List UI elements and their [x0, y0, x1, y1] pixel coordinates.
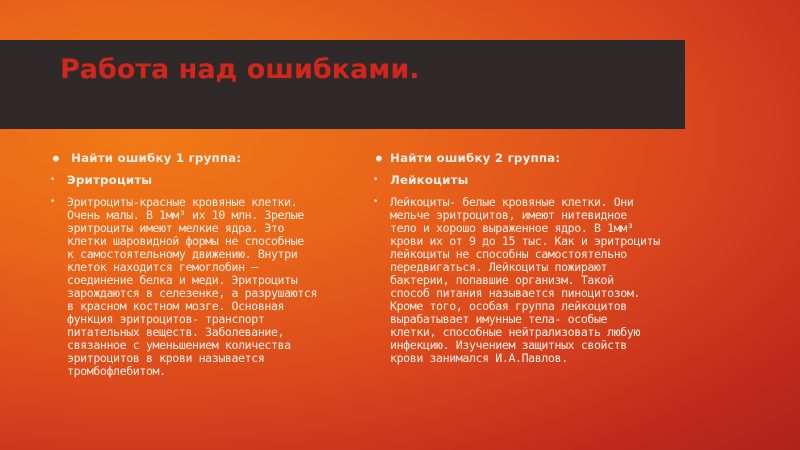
- left-column: [50, 147, 340, 387]
- left-heading-item: [50, 147, 340, 171]
- left-body-line: клеток находится гемоглобин –: [67, 260, 258, 274]
- left-heading: Найти ошибку 1 группа:: [71, 151, 242, 165]
- left-body-line: связанное с уменьшением количества: [67, 338, 291, 352]
- right-body-item: [373, 196, 673, 365]
- left-body-line: соединение белка и меди. Эритроциты: [67, 273, 298, 287]
- right-body-line: лейкоциты не способны самостоятельно: [390, 247, 627, 261]
- left-body-line: питательных веществ. Заболевание,: [67, 325, 285, 339]
- left-subheading-item: [50, 174, 340, 187]
- bullet-icon: •: [373, 147, 385, 171]
- right-body-line: тело и хорошо выраженное ядро. В 1мм³: [390, 221, 634, 235]
- right-subheading: Лейкоциты: [390, 173, 469, 187]
- left-body-line: зарождаются в селезенке, а разрушаются: [67, 286, 318, 300]
- left-body-line: к самостоятельному движению. Внутри: [67, 247, 298, 261]
- left-body-line: эритроцитов в крови называется: [67, 351, 265, 365]
- right-column: [373, 147, 673, 374]
- right-body-line: бактерии, попавшие организм. Такой: [390, 273, 614, 287]
- bullet-icon: •: [373, 197, 379, 207]
- left-subheading: Эритроциты: [67, 173, 153, 187]
- left-body-line: клетки шаровидной формы не способные: [67, 234, 304, 248]
- right-body-line: клетки, способные нейтрализовать любую: [390, 325, 641, 339]
- right-body-line: мельче эритроцитов, имеют нитевидное: [390, 208, 627, 222]
- right-body-line: способ питания называется пиноцитозом.: [390, 286, 641, 300]
- right-heading: Найти ошибку 2 группа:: [390, 151, 561, 165]
- right-body-line: инфекцию. Изучением защитных свойств: [390, 338, 627, 352]
- left-body-line: в красном костном мозге. Основная: [67, 299, 285, 313]
- bullet-icon: •: [50, 197, 56, 207]
- right-body-line: крови их от 9 до 15 тыс. Как и эритроциты: [390, 234, 660, 248]
- slide-title: Работа над ошибками.: [60, 54, 420, 85]
- left-body-line: эритроциты имеют мелкие ядра. Это: [67, 221, 285, 235]
- right-body-line: Кроме того, особая группа лейкоцитов: [390, 299, 627, 313]
- right-subheading-item: [373, 174, 673, 187]
- left-body-item: [50, 196, 340, 378]
- left-body-line: Эритроциты-красные кровяные клетки.: [67, 195, 298, 209]
- bullet-icon: •: [50, 175, 56, 185]
- right-body-line: крови занимался И.А.Павлов.: [390, 351, 568, 365]
- right-body-line: Лейкоциты- белые кровяные клетки. Они: [390, 195, 634, 209]
- bullet-icon: •: [373, 175, 379, 185]
- left-body-line: тромбофлебитом.: [67, 364, 166, 378]
- right-body-line: передвигаться. Лейкоциты пожирают: [390, 260, 608, 274]
- left-body-line: функция эритроцитов- транспорт: [67, 312, 265, 326]
- right-heading-item: [373, 147, 673, 171]
- bullet-icon: •: [50, 147, 62, 171]
- right-body-line: вырабатывает имунные тела- особые: [390, 312, 608, 326]
- left-body-line: Очень малы. В 1мм³ их 10 млн. Зрелые: [67, 208, 304, 222]
